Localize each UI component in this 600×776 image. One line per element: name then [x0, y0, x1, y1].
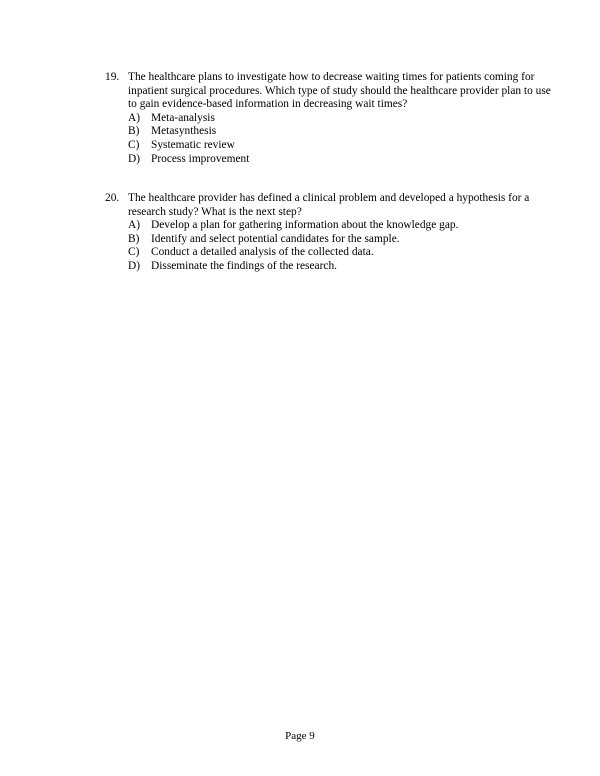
option-letter: A) [128, 111, 141, 124]
option-text: Process improvement [151, 152, 250, 165]
answer-option-b [105, 125, 555, 139]
option-letter: D) [128, 152, 141, 165]
option-letter: C) [128, 138, 140, 151]
answer-option-d [105, 153, 555, 167]
answer-option-a [105, 219, 555, 233]
option-letter: B) [128, 232, 140, 245]
answer-option-c [105, 139, 555, 153]
option-text: Systematic review [151, 138, 235, 151]
answer-option-c [105, 246, 555, 260]
option-text: Metasynthesis [151, 125, 217, 138]
question-stem [105, 71, 555, 112]
option-text: Conduct a detailed analysis of the collected data. [151, 246, 374, 259]
question-19 [105, 71, 555, 166]
answer-option-a [105, 112, 555, 126]
option-text: Meta-analysis [151, 111, 215, 124]
option-letter: D) [128, 259, 141, 272]
page-number: Page 9 [285, 730, 315, 742]
option-letter: B) [128, 125, 140, 138]
option-text: Disseminate the findings of the research. [151, 259, 337, 272]
option-text: Develop a plan for gathering information about the knowledge gap. [151, 219, 459, 232]
option-letter: A) [128, 219, 141, 232]
answer-options [105, 219, 555, 273]
answer-options [105, 112, 555, 166]
option-text: Identify and select potential candidates for the sample. [151, 232, 400, 245]
question-text: The healthcare plans to investigate how to decrease waiting times for patients coming for inpatient surgical procedures. Which type of study should the healthcare provider plan to use to gain evidence-based information in decreasing wait times? [128, 71, 551, 111]
question-stem [105, 192, 555, 219]
answer-option-d [105, 260, 555, 274]
question-20 [105, 192, 555, 274]
question-number: 20. [105, 192, 120, 204]
answer-option-b [105, 233, 555, 247]
question-text: The healthcare provider has defined a clinical problem and developed a hypothesis for a research study? What is the next step? [128, 192, 530, 218]
option-letter: C) [128, 246, 140, 259]
question-number: 19. [105, 71, 120, 83]
